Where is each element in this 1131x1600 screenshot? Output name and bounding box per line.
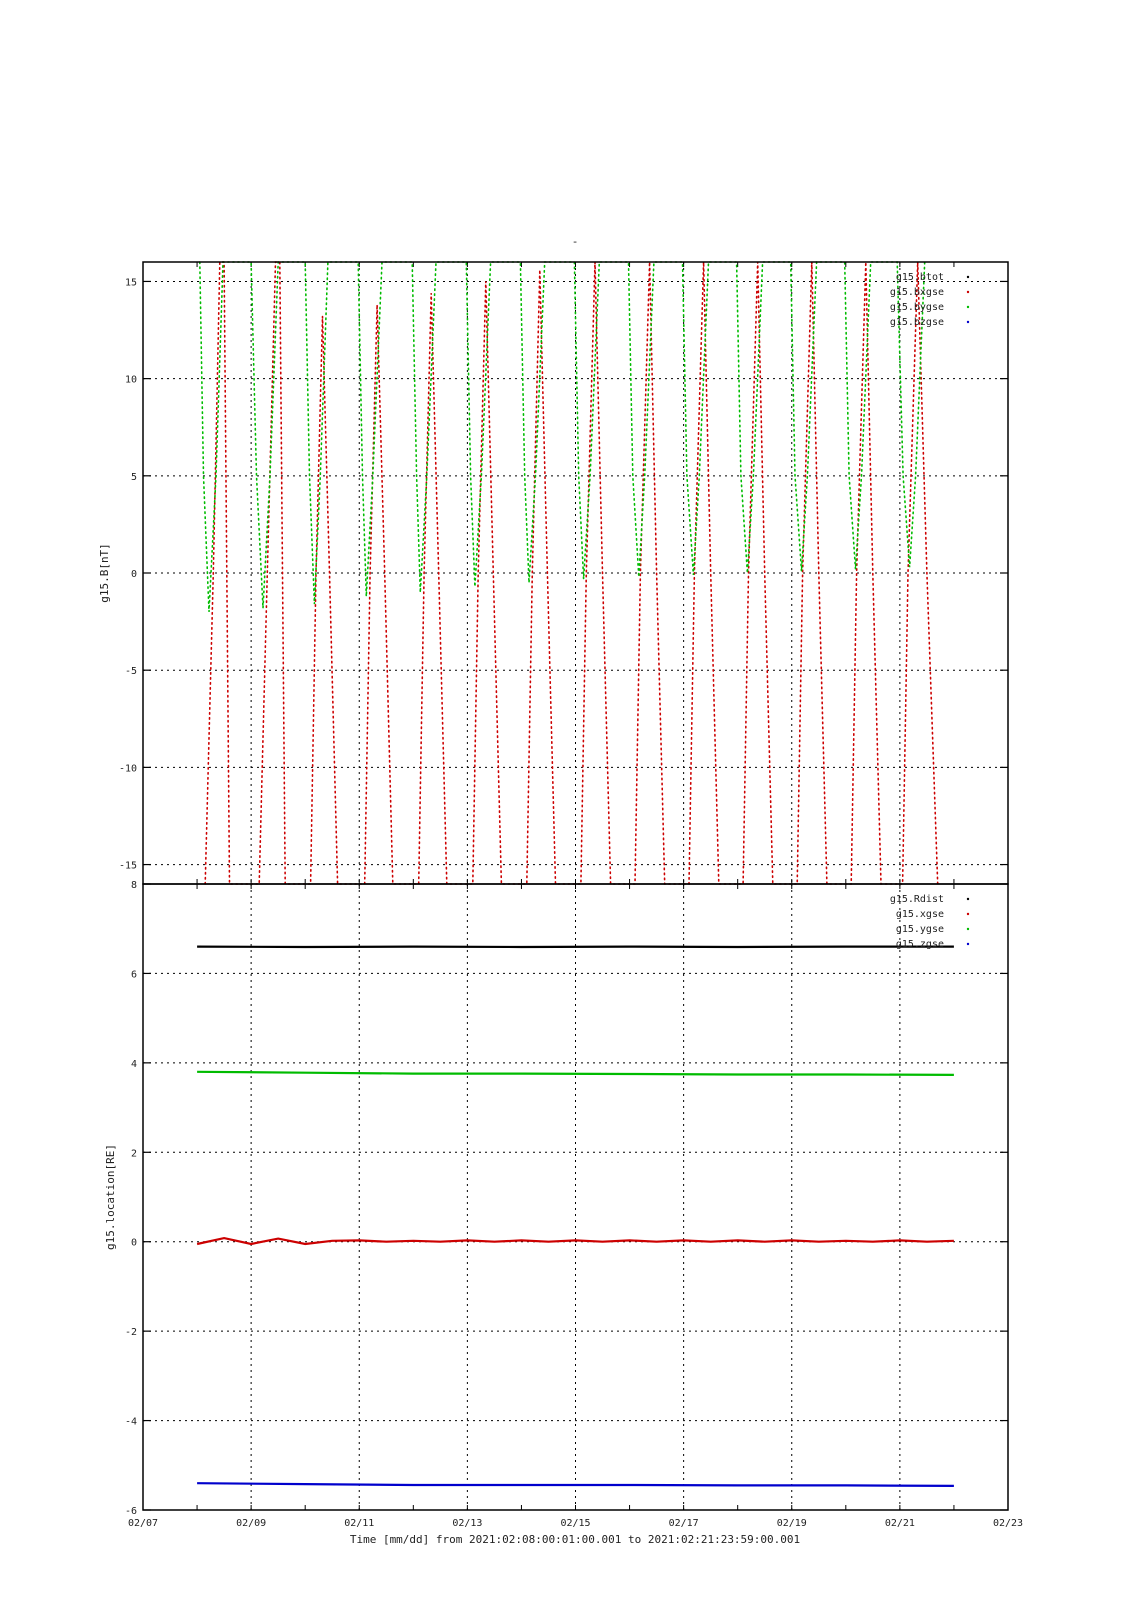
x-tick-label: 02/19 (776, 1518, 807, 1529)
y-tick-label: -5 (124, 666, 137, 678)
location-panel (104, 880, 1008, 1517)
magnetic-field-y-ticks (119, 277, 1008, 871)
legend-marker (967, 276, 969, 278)
series-g15-ygse (197, 1072, 954, 1075)
magnetic-field-legend (890, 272, 969, 328)
y-tick-label: 0 (130, 1237, 137, 1249)
legend-marker (967, 291, 969, 293)
magnetic-field-panel (98, 262, 1008, 884)
legend-label: g15.ygse (895, 924, 944, 935)
x-tick-label: 02/11 (344, 1518, 375, 1529)
location-legend (890, 894, 969, 950)
y-tick-label: 2 (130, 1148, 137, 1160)
y-tick-label: 15 (124, 277, 137, 289)
legend-label: g15.btot (895, 272, 944, 283)
x-tick-label: 02/17 (668, 1518, 699, 1529)
page-title: - (571, 235, 579, 248)
x-axis-label: Time [mm/dd] from 2021:02:08:00:01:00.001 to 2021:02:21:23:59:00.001 (349, 1533, 801, 1546)
y-tick-label: -10 (118, 763, 137, 775)
x-tick-label: 02/13 (452, 1518, 483, 1529)
legend-label: g15.bxgse (889, 287, 944, 298)
legend-marker (967, 943, 969, 945)
location-ylabel: g15.location[RE] (104, 1144, 117, 1250)
x-axis-ticks (128, 1518, 1023, 1529)
location-grid (143, 884, 1008, 1510)
x-tick-label: 02/21 (884, 1518, 915, 1529)
legend-label: g15.zgse (895, 939, 944, 950)
y-tick-label: 10 (124, 374, 137, 386)
legend-marker (967, 306, 969, 308)
x-tick-label: 02/15 (560, 1518, 591, 1529)
y-tick-label: -4 (124, 1416, 137, 1428)
y-tick-label: 4 (130, 1058, 137, 1070)
x-tick-label: 02/09 (236, 1518, 267, 1529)
legend-marker (967, 898, 969, 900)
x-tick-label: 02/23 (992, 1518, 1024, 1529)
location-data (197, 947, 954, 1486)
legend-marker (967, 321, 969, 323)
y-tick-label: -6 (124, 1506, 137, 1517)
y-tick-label: -15 (118, 860, 137, 872)
y-tick-label: 0 (130, 569, 137, 580)
series-g15-zgse (197, 1483, 954, 1486)
legend-marker (967, 928, 969, 930)
legend-label: g15.Rdist (889, 894, 944, 905)
y-tick-label: -2 (124, 1327, 137, 1339)
y-tick-label: 6 (130, 969, 137, 981)
location-y-ticks (125, 880, 1008, 1517)
y-tick-label: 5 (130, 471, 137, 483)
legend-label: g15.bzgse (889, 317, 944, 328)
y-tick-label: 8 (130, 880, 137, 891)
legend-label: g15.bygse (889, 302, 944, 313)
x-tick-label: 02/07 (127, 1518, 159, 1529)
legend-label: g15.xgse (895, 909, 944, 920)
magnetic-field-ylabel: g15.B[nT] (98, 543, 111, 603)
legend-marker (967, 913, 969, 915)
